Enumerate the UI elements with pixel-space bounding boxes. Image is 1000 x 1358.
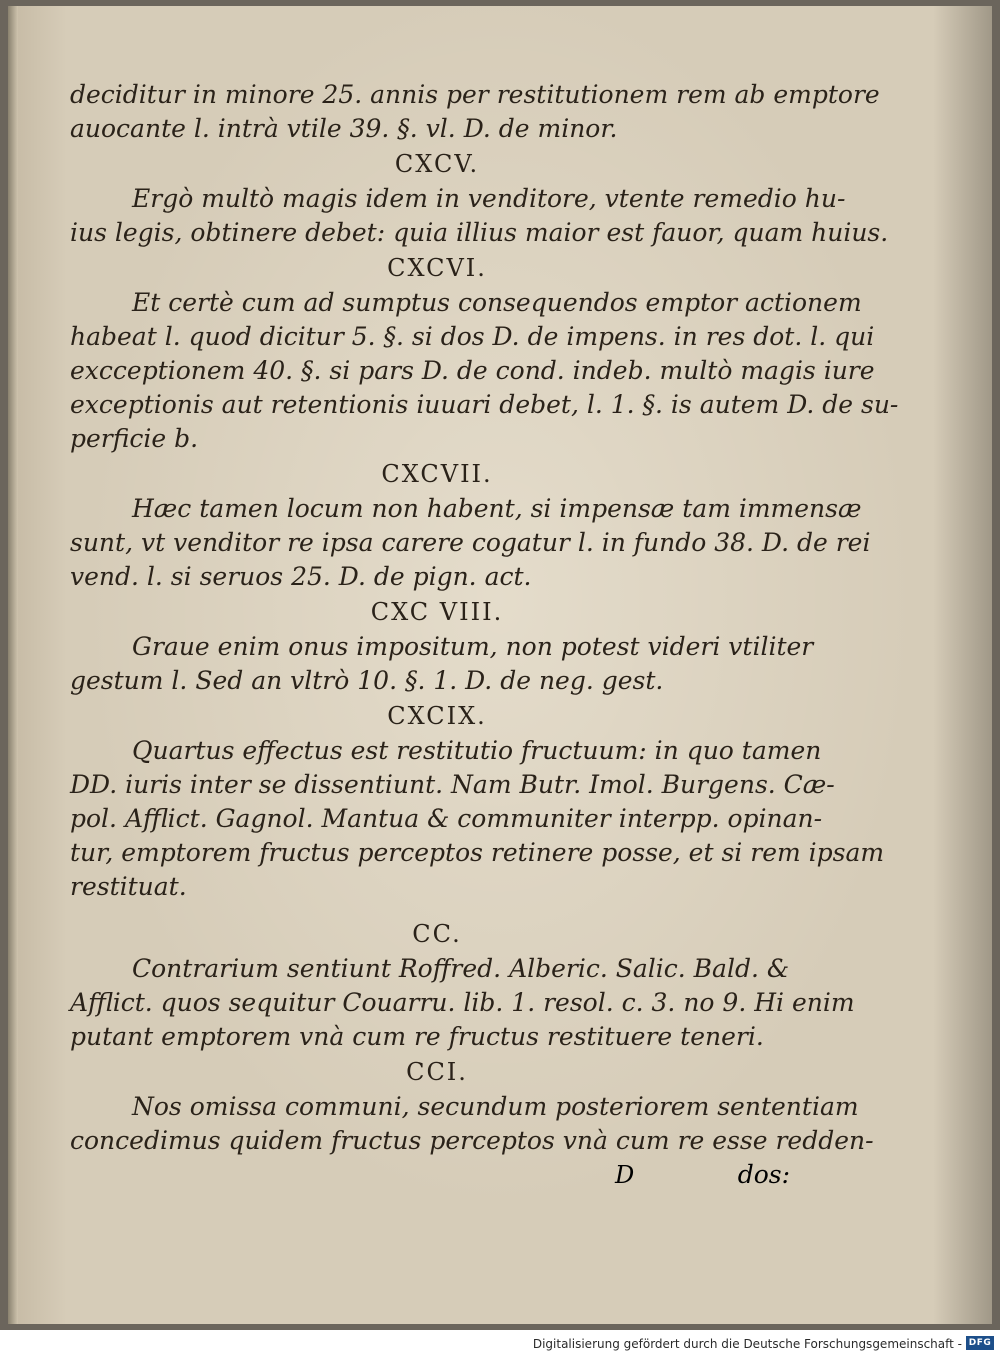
text-line: ius legis, obtinere debet: quia illius maior est fauor, quam huius. [70, 218, 889, 247]
section-number-heading: CCI. [406, 1058, 468, 1086]
text-line: perficie b. [70, 424, 199, 453]
paragraph-gap [70, 904, 790, 916]
text-line: deciditur in minore 25. annis per restitutionem rem ab emptore [70, 80, 880, 109]
section-number-heading: CXCV. [394, 150, 480, 178]
section-number-heading: CXC VIII. [370, 598, 504, 626]
section-number-heading: CXCIX. [387, 702, 487, 730]
section-number-heading: CXCVII. [381, 460, 493, 488]
text-line: gestum l. Sed an vltrò 10. §. 1. D. de neg. gest. [70, 666, 664, 695]
text-line: vend. l. si seruos 25. D. de pign. act. [70, 562, 532, 591]
footer-bar [0, 1330, 1000, 1358]
page-spine-shadow [8, 6, 18, 1324]
text-line: restituat. [70, 872, 187, 901]
text-line: sunt, vt venditor re ipsa carere cogatur l. in fundo 38. D. de rei [70, 528, 871, 557]
text-line: tur, emptorem fructus perceptos retinere posse, et si rem ipsam [70, 838, 885, 867]
paragraph-first-line: Contrarium sentiunt Roffred. Alberic. Salic. Bald. & [132, 954, 790, 983]
funding-credit: Digitalisierung gefördert durch die Deutsche Forschungsgemeinschaft - [532, 1337, 962, 1351]
text-line: putant emptorem vnà cum re fructus restituere teneri. [70, 1022, 764, 1051]
text-line: habeat l. quod dicitur 5. §. si dos D. de impens. in res dot. l. qui [70, 322, 875, 351]
text-line: excceptionem 40. §. si pars D. de cond. indeb. multò magis iure [70, 356, 875, 385]
paragraph-first-line: Hæc tamen locum non habent, si impensæ tam immensæ [132, 494, 862, 523]
signature-mark: D [615, 1161, 635, 1189]
text-line: pol. Afflict. Gagnol. Mantua & communiter interpp. opinan- [70, 804, 823, 833]
paragraph-first-line: Quartus effectus est restitutio fructuum: in quo tamen [132, 736, 822, 765]
paragraph-first-line: Graue enim onus impositum, non potest videri vtiliter [132, 632, 814, 661]
paragraph-first-line: Ergò multò magis idem in venditore, vtente remedio hu- [132, 184, 846, 213]
text-line: exceptionis aut retentionis iuuari debet, l. 1. §. is autem D. de su- [70, 390, 899, 419]
section-number-heading: CC. [412, 920, 462, 948]
section-number-heading: CXCVI. [387, 254, 487, 282]
paragraph-first-line: Et certè cum ad sumptus consequendos emptor actionem [132, 288, 862, 317]
text-line: DD. iuris inter se dissentiunt. Nam Butr. Imol. Burgens. Cæ- [70, 770, 835, 799]
text-line: Afflict. quos sequitur Couarru. lib. 1. resol. c. 3. no 9. Hi enim [70, 988, 855, 1017]
text-line: concedimus quidem fructus perceptos vnà cum re esse redden- [70, 1126, 874, 1155]
text-line: auocante l. intrà vtile 39. §. vl. D. de minor. [70, 114, 618, 143]
paragraph-first-line: Nos omissa communi, secundum posteriorem sententiam [132, 1092, 859, 1121]
dfg-logo: DFG [966, 1336, 994, 1350]
page-text-block [70, 78, 899, 1158]
page-foot [70, 1158, 790, 1192]
catchword: dos: [737, 1160, 790, 1189]
